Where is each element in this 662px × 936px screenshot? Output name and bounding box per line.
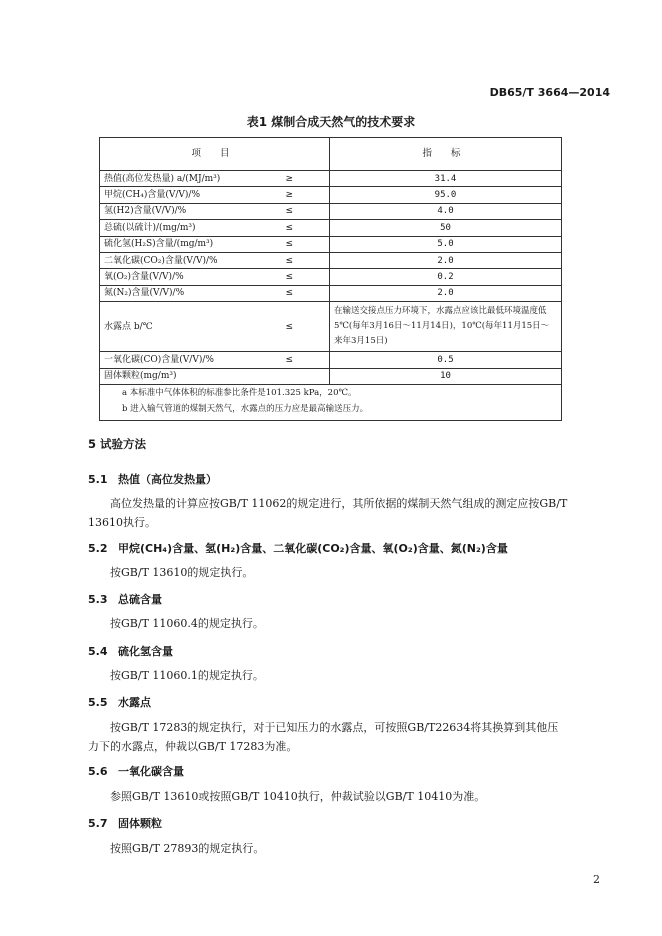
section-number: 5.4 bbox=[88, 645, 108, 658]
section-5-heading: 5 试验方法 bbox=[88, 437, 147, 451]
row-value: 10 bbox=[330, 368, 562, 384]
section-5-2-heading bbox=[88, 540, 508, 556]
section-5-1-text: 高位发热量的计算应按GB/T 11062的规定进行，其所依据的煤制天然气组成的测定应按GB/T 13610执行。 bbox=[88, 497, 568, 529]
row-operator: ≤ bbox=[250, 269, 330, 285]
section-title: 硫化氢含量 bbox=[118, 645, 173, 658]
table-header-row bbox=[100, 138, 562, 171]
section-5-3-heading bbox=[88, 591, 162, 607]
row-value: 31.4 bbox=[330, 171, 562, 187]
table-title: 表1 煤制合成天然气的技术要求 bbox=[246, 115, 416, 129]
row-operator: ≤ bbox=[250, 220, 330, 236]
row-value: 0.2 bbox=[330, 269, 562, 285]
row-operator: ≥ bbox=[250, 187, 330, 203]
section-title: 水露点 bbox=[118, 696, 151, 709]
row-operator bbox=[250, 368, 330, 384]
section-title: 一氧化碳含量 bbox=[118, 765, 184, 778]
section-5-6-heading bbox=[88, 763, 184, 779]
table-row bbox=[100, 252, 562, 268]
row-operator: ≤ bbox=[250, 252, 330, 268]
row-name: 固体颗粒(mg/m³) bbox=[100, 368, 250, 384]
section-5-7-text: 按照GB/T 27893的规定执行。 bbox=[110, 842, 265, 855]
table-row bbox=[100, 171, 562, 187]
row-value: 50 bbox=[330, 220, 562, 236]
section-number: 5.5 bbox=[88, 696, 108, 709]
row-operator: ≤ bbox=[250, 203, 330, 219]
section-title: 热值（高位发热量） bbox=[118, 473, 217, 486]
row-name: 硫化氢(H₂S)含量/(mg/m³) bbox=[100, 236, 250, 252]
table-note-b: b 进入输气管道的煤制天然气，水露点的压力应是最高输送压力。 bbox=[100, 401, 562, 421]
row-value: 2.0 bbox=[330, 285, 562, 301]
spec-table bbox=[99, 137, 562, 421]
section-5-5-heading bbox=[88, 694, 151, 710]
row-name: 氮(N₂)含量(V/V)/% bbox=[100, 285, 250, 301]
row-name: 氢(H2)含量(V/V)/% bbox=[100, 203, 250, 219]
section-5-4-text: 按GB/T 11060.1的规定执行。 bbox=[110, 669, 264, 682]
section-number: 5.7 bbox=[88, 817, 108, 830]
section-5-4-heading bbox=[88, 643, 173, 659]
section-number: 5.6 bbox=[88, 765, 108, 778]
row-value: 5.0 bbox=[330, 236, 562, 252]
row-name: 总硫(以硫计)/(mg/m³) bbox=[100, 220, 250, 236]
section-title: 固体颗粒 bbox=[118, 817, 162, 830]
row-operator: ≤ bbox=[250, 285, 330, 301]
row-value: 0.5 bbox=[330, 352, 562, 368]
table-row-dew-point bbox=[100, 302, 562, 352]
section-title: 甲烷(CH₄)含量、氢(H₂)含量、二氧化碳(CO₂)含量、氧(O₂)含量、氮(N₂)含量 bbox=[118, 542, 508, 555]
table-row bbox=[100, 285, 562, 301]
document-code: DB65/T 3664—2014 bbox=[489, 86, 610, 99]
row-operator: ≤ bbox=[250, 236, 330, 252]
row-operator: ≤ bbox=[250, 302, 330, 352]
row-name: 水露点 b/℃ bbox=[100, 302, 250, 352]
table-note-a: a 本标准中气体体积的标准参比条件是101.325 kPa，20℃。 bbox=[100, 384, 562, 401]
row-value: 在输送交接点压力环境下，水露点应该比最低环境温度低5℃(每年3月16日～11月14日)，10℃(每年11月15日～来年3月15日) bbox=[330, 302, 562, 352]
page-number: 2 bbox=[593, 873, 600, 886]
section-5-5-text: 按GB/T 17283的规定执行，对于已知压力的水露点，可按照GB/T22634将其换算到其他压力下的水露点，仲裁以GB/T 17283为准。 bbox=[88, 721, 559, 753]
table-row bbox=[100, 203, 562, 219]
row-name: 氧(O₂)含量(V/V)/% bbox=[100, 269, 250, 285]
header-value: 指 标 bbox=[330, 138, 562, 171]
table-row bbox=[100, 368, 562, 384]
row-name: 甲烷(CH₄)含量(V/V)/% bbox=[100, 187, 250, 203]
row-value: 4.0 bbox=[330, 203, 562, 219]
table-row bbox=[100, 236, 562, 252]
section-number: 5.2 bbox=[88, 542, 108, 555]
section-5-2-text: 按GB/T 13610的规定执行。 bbox=[110, 566, 254, 579]
table-row bbox=[100, 269, 562, 285]
row-name: 热值(高位发热量) a/(MJ/m³) bbox=[100, 171, 250, 187]
row-operator: ≥ bbox=[250, 171, 330, 187]
section-title: 总硫含量 bbox=[118, 593, 162, 606]
section-number: 5.1 bbox=[88, 473, 108, 486]
row-name: 二氧化碳(CO₂)含量(V/V)/% bbox=[100, 252, 250, 268]
header-item: 项 目 bbox=[100, 138, 330, 171]
row-value: 2.0 bbox=[330, 252, 562, 268]
table-row bbox=[100, 220, 562, 236]
table-note-row bbox=[100, 401, 562, 421]
table-note-row bbox=[100, 384, 562, 401]
table-row bbox=[100, 187, 562, 203]
row-operator: ≤ bbox=[250, 352, 330, 368]
row-value: 95.0 bbox=[330, 187, 562, 203]
section-number: 5.3 bbox=[88, 593, 108, 606]
section-5-1-heading bbox=[88, 471, 217, 487]
section-5-3-text: 按GB/T 11060.4的规定执行。 bbox=[110, 617, 264, 630]
section-5-7-heading bbox=[88, 815, 162, 831]
table-row bbox=[100, 352, 562, 368]
row-name: 一氧化碳(CO)含量(V/V)/% bbox=[100, 352, 250, 368]
section-5-6-text: 参照GB/T 13610或按照GB/T 10410执行，仲裁试验以GB/T 10410为准。 bbox=[110, 790, 486, 803]
